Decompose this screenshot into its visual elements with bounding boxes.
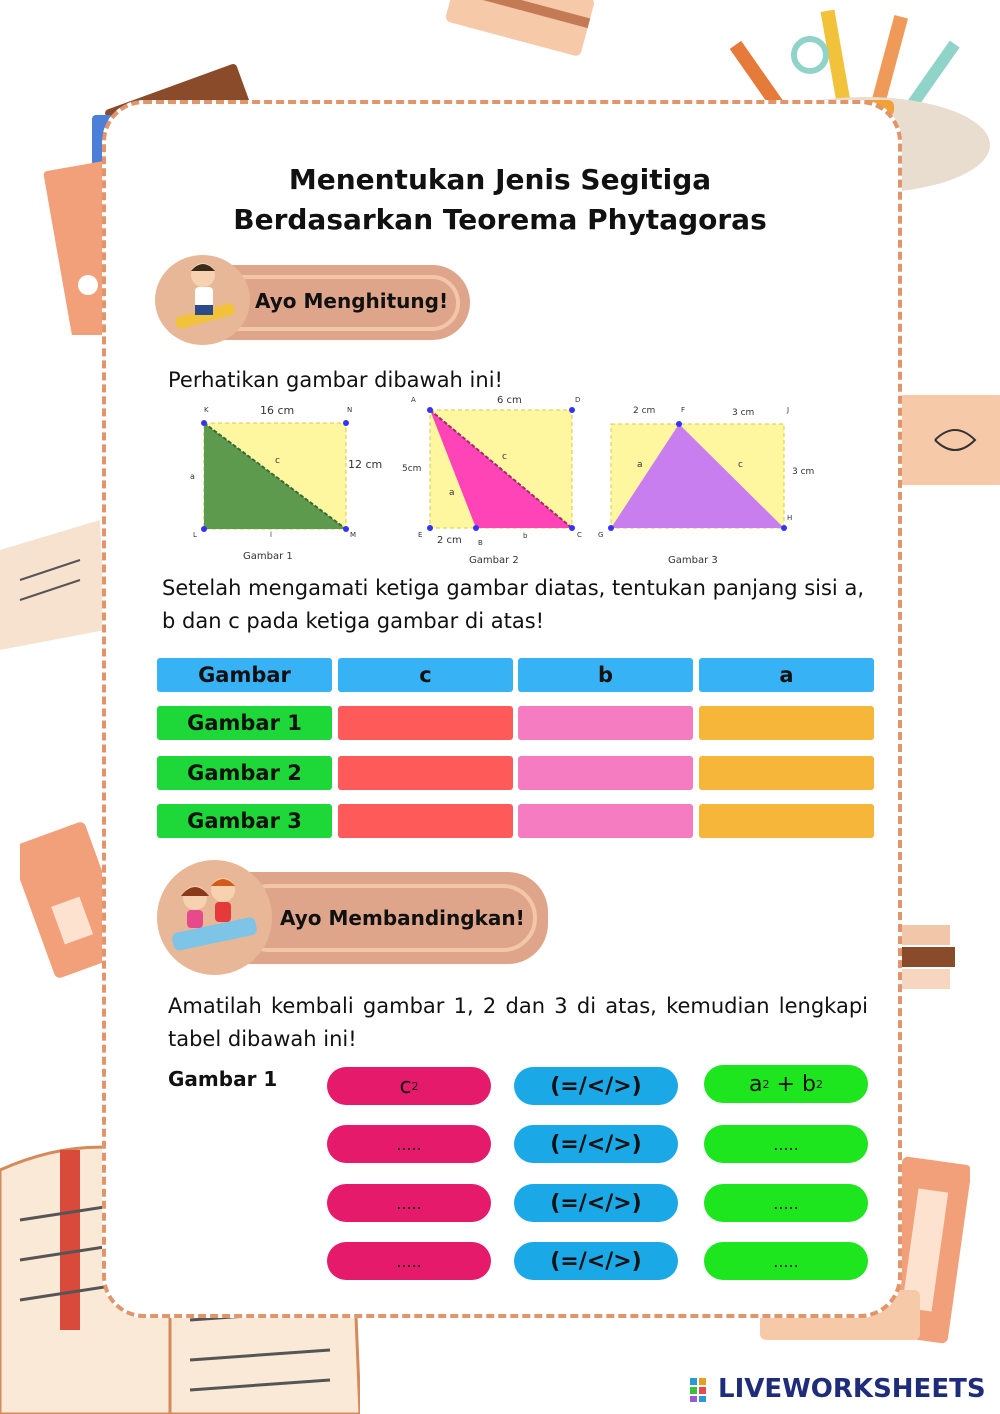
liveworksheets-logo-icon: [690, 1378, 716, 1402]
figure-3-side-c: c: [738, 460, 743, 470]
table2-row3-left-input[interactable]: .....: [327, 1184, 491, 1222]
table1-row3-label: Gambar 3: [157, 804, 332, 838]
open-book-left-decoration: [0, 520, 105, 650]
table2-row1-right: [704, 1065, 868, 1103]
table2-row3-comparison-select[interactable]: (=/</>): [514, 1184, 678, 1222]
table1-header-gambar: Gambar: [157, 658, 332, 692]
table2-row1-left: [327, 1067, 491, 1105]
figure-2-side-b: b: [523, 532, 528, 540]
section2-label: Ayo Membandingkan!: [280, 906, 525, 930]
table2-row2-right-input[interactable]: .....: [704, 1125, 868, 1163]
table2-row1-right-a: a: [749, 1071, 763, 1097]
figure-3-top-left-label: 2 cm: [633, 406, 656, 416]
book-left-middle-decoration: [20, 820, 110, 980]
figure-2-vertex-a: A: [411, 396, 416, 404]
table1-header-a: a: [699, 658, 874, 692]
table2-row1-right-b-exponent: 2: [815, 1077, 823, 1091]
table2-row1-right-plus: +: [776, 1071, 795, 1097]
figure-2-vertex-e: E: [418, 531, 423, 539]
section1-instruction: Perhatikan gambar dibawah ini!: [168, 368, 503, 392]
table1-row1-b-input[interactable]: [518, 706, 693, 740]
figure-1-vertex-k: K: [204, 406, 209, 414]
table1-row1-a-input[interactable]: [699, 706, 874, 740]
figure-1-side-a: a: [190, 472, 195, 481]
figure-2-caption: Gambar 2: [469, 555, 519, 566]
figure-1-side-l: l: [270, 531, 272, 539]
table2-row1-left-base: c: [399, 1073, 412, 1099]
figure-2-side-a: a: [449, 488, 455, 498]
table1-header-b: b: [518, 658, 693, 692]
section1-question: Setelah mengamati ketiga gambar diatas, tentukan panjang sisi a, b dan c pada ketiga gambar di atas!: [162, 576, 864, 633]
figure-3-vertex-h: H: [787, 514, 793, 522]
table1-row2-a-input[interactable]: [699, 756, 874, 790]
figure-2-top-label: 6 cm: [497, 395, 522, 406]
table2-row3-right-input[interactable]: .....: [704, 1184, 868, 1222]
table2-row1-left-exponent: 2: [411, 1079, 419, 1093]
figure-2-vertex-b: B: [478, 539, 483, 547]
figure-3-caption: Gambar 3: [668, 555, 718, 566]
figure-3-vertex-j: J: [787, 406, 790, 414]
table2-row4-comparison-select[interactable]: (=/</>): [514, 1242, 678, 1280]
table2-row-label: Gambar 1: [168, 1067, 278, 1091]
table1-row1-label: Gambar 1: [157, 706, 332, 740]
figure-1-caption: Gambar 1: [243, 551, 293, 562]
figure-2-vertex-c: C: [577, 531, 582, 539]
kids-on-pencil-avatar: [157, 860, 272, 975]
table2-row2-comparison-select[interactable]: (=/</>): [514, 1125, 678, 1163]
table2-row1-comparison-select[interactable]: (=/</>): [514, 1067, 678, 1105]
figure-1-vertex-m: M: [350, 531, 357, 539]
figure-1-side-c: c: [275, 456, 280, 466]
table2-row1-right-a-exponent: 2: [762, 1077, 770, 1091]
figure-2-vertex-d: D: [575, 396, 581, 404]
table2-row1-right-b: b: [801, 1071, 816, 1097]
figure-3-acute-triangle: [600, 410, 800, 540]
table1-row3-b-input[interactable]: [518, 804, 693, 838]
book-top-decoration: [440, 0, 600, 60]
figure-2-bottom-label: 2 cm: [437, 535, 462, 546]
figure-1-vertex-n: N: [347, 406, 353, 414]
figure-1-vertex-l: L: [193, 531, 197, 539]
table2-row4-right-input[interactable]: .....: [704, 1242, 868, 1280]
figure-2-obtuse-triangle: [415, 398, 595, 548]
table1-row2-label: Gambar 2: [157, 756, 332, 790]
figure-1-right-triangle: [185, 400, 395, 550]
table2-row2-left-input[interactable]: .....: [327, 1125, 491, 1163]
table2-row4-left-input[interactable]: .....: [327, 1242, 491, 1280]
figure-3-vertex-f: F: [681, 406, 686, 414]
table1-row1-c-input[interactable]: [338, 706, 513, 740]
figure-2-left-label: 5cm: [402, 464, 422, 474]
books-stack-right-decoration: [895, 915, 955, 995]
section2-instruction: Amatilah kembali gambar 1, 2 dan 3 di atas, kemudian lengkapi tabel dibawah ini!: [168, 994, 868, 1051]
figure-1-top-label: 16 cm: [260, 404, 295, 417]
section1-label: Ayo Menghitung!: [255, 289, 449, 313]
figure-3-side-a: a: [637, 460, 643, 470]
table1-row3-c-input[interactable]: [338, 804, 513, 838]
figure-2-side-c: c: [502, 452, 507, 462]
boy-on-pencil-avatar: [155, 255, 250, 345]
book-right-decoration: [885, 390, 1000, 490]
page-title-line1: Menentukan Jenis Segitiga: [288, 163, 712, 196]
liveworksheets-brand[interactable]: LIVEWORKSHEETS: [718, 1374, 986, 1404]
page-title-line2: Berdasarkan Teorema Phytagoras: [233, 203, 767, 236]
table1-row2-c-input[interactable]: [338, 756, 513, 790]
figure-3-right-label: 3 cm: [792, 467, 815, 477]
figure-3-top-right-label: 3 cm: [732, 408, 755, 418]
figure-3-vertex-g: G: [598, 531, 604, 539]
table1-row3-a-input[interactable]: [699, 804, 874, 838]
figure-1-right-label: 12 cm: [348, 458, 383, 471]
table1-row2-b-input[interactable]: [518, 756, 693, 790]
table1-header-c: c: [338, 658, 513, 692]
